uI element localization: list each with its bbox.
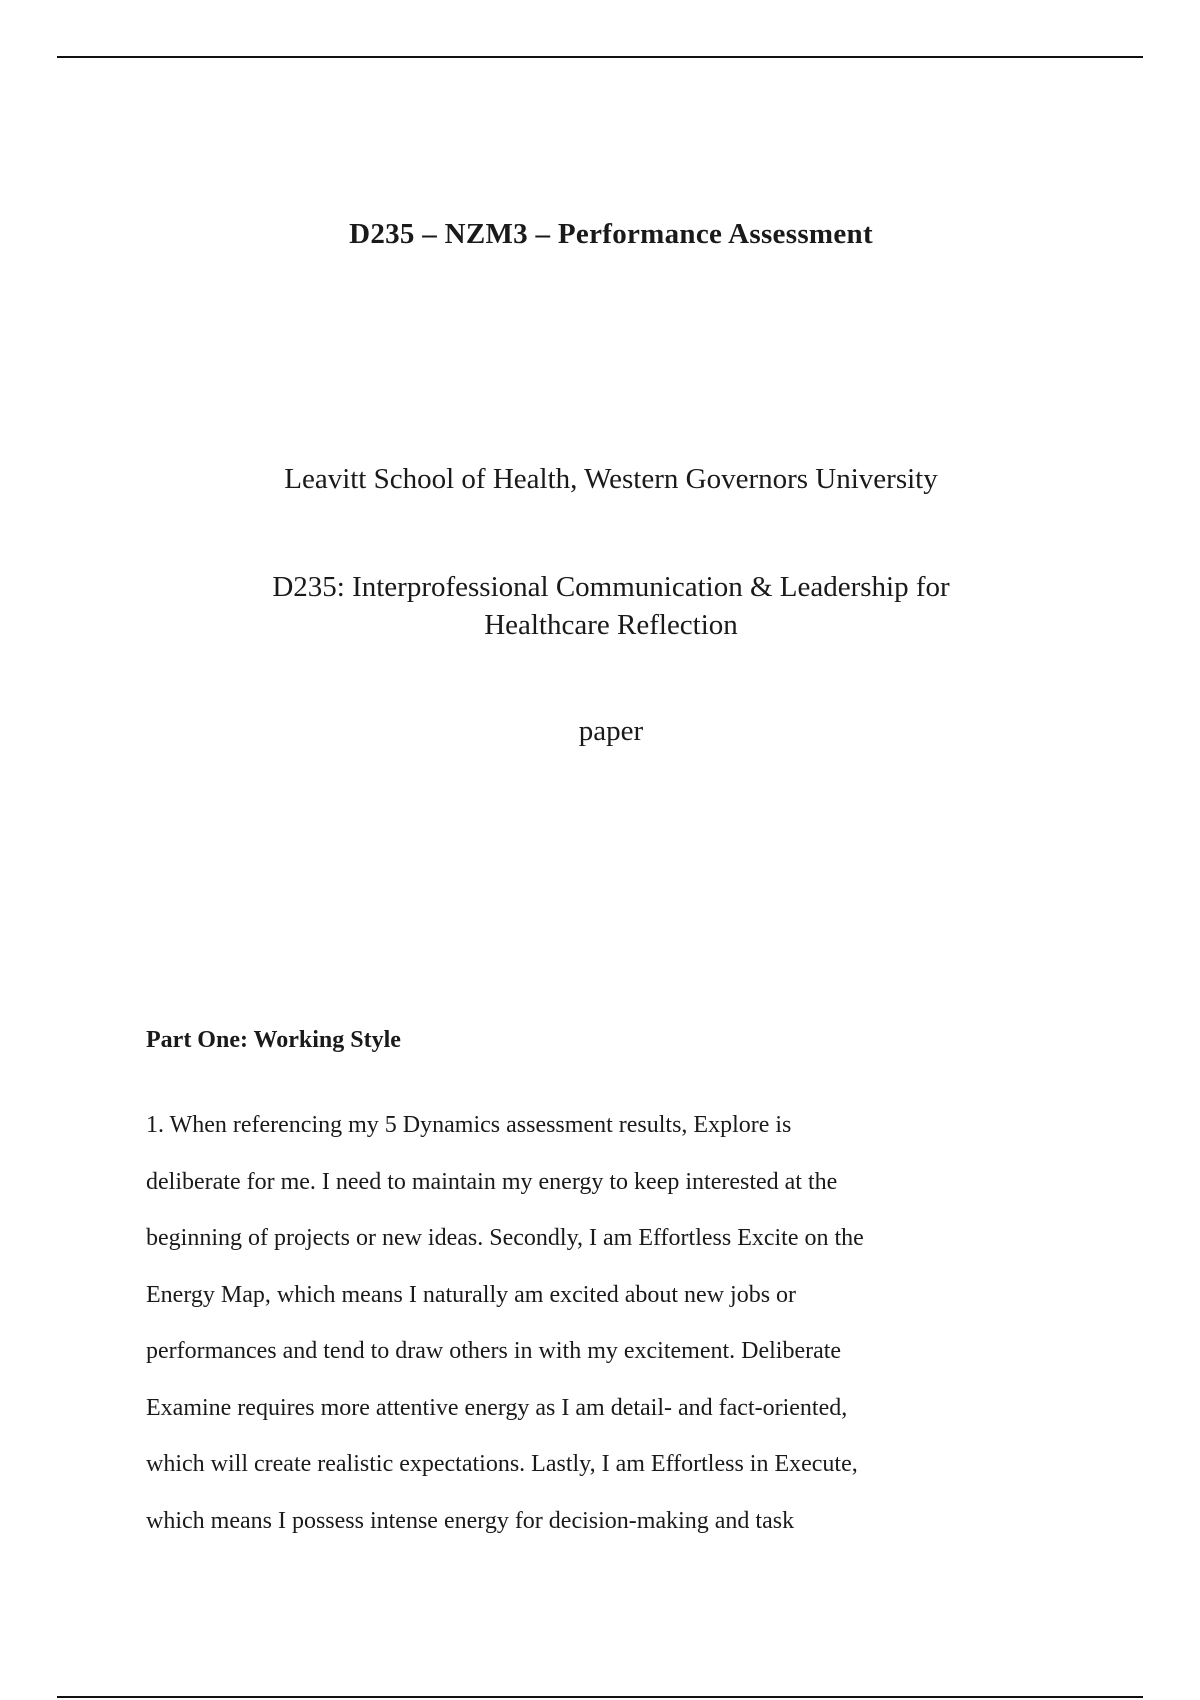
top-rule: [57, 56, 1143, 58]
document-title: D235 – NZM3 – Performance Assessment: [349, 218, 873, 250]
paragraph-line: which will create realistic expectations. Lastly, I am Effortless in Execute,: [146, 1451, 858, 1477]
paragraph-line: which means I possess intense energy for decision-making and task: [146, 1507, 795, 1534]
section-heading: Part One: Working Style: [146, 1027, 401, 1053]
paragraph-line: beginning of projects or new ideas. Secondly, I am Effortless Excite on the: [146, 1225, 864, 1251]
body-paragraph: [146, 1105, 1106, 1557]
paragraph-line: performances and tend to draw others in with my excitement. Deliberate: [146, 1338, 842, 1364]
bottom-rule: [57, 1696, 1143, 1698]
paragraph-line: Examine requires more attentive energy as I am detail- and fact-oriented,: [146, 1394, 848, 1421]
paragraph-line: Energy Map, which means I naturally am excited about new jobs or: [146, 1281, 797, 1308]
course-title-line: Healthcare Reflection: [484, 609, 738, 641]
school-name: Leavitt School of Health, Western Governors University: [284, 463, 938, 495]
course-title-line: D235: Interprofessional Communication & Leadership for: [272, 571, 950, 603]
course-title: [0, 568, 1200, 644]
document-type: paper: [578, 715, 644, 747]
paragraph-line: 1. When referencing my 5 Dynamics assessment results, Explore is: [146, 1112, 792, 1138]
paragraph-line: deliberate for me. I need to maintain my energy to keep interested at the: [146, 1168, 838, 1195]
